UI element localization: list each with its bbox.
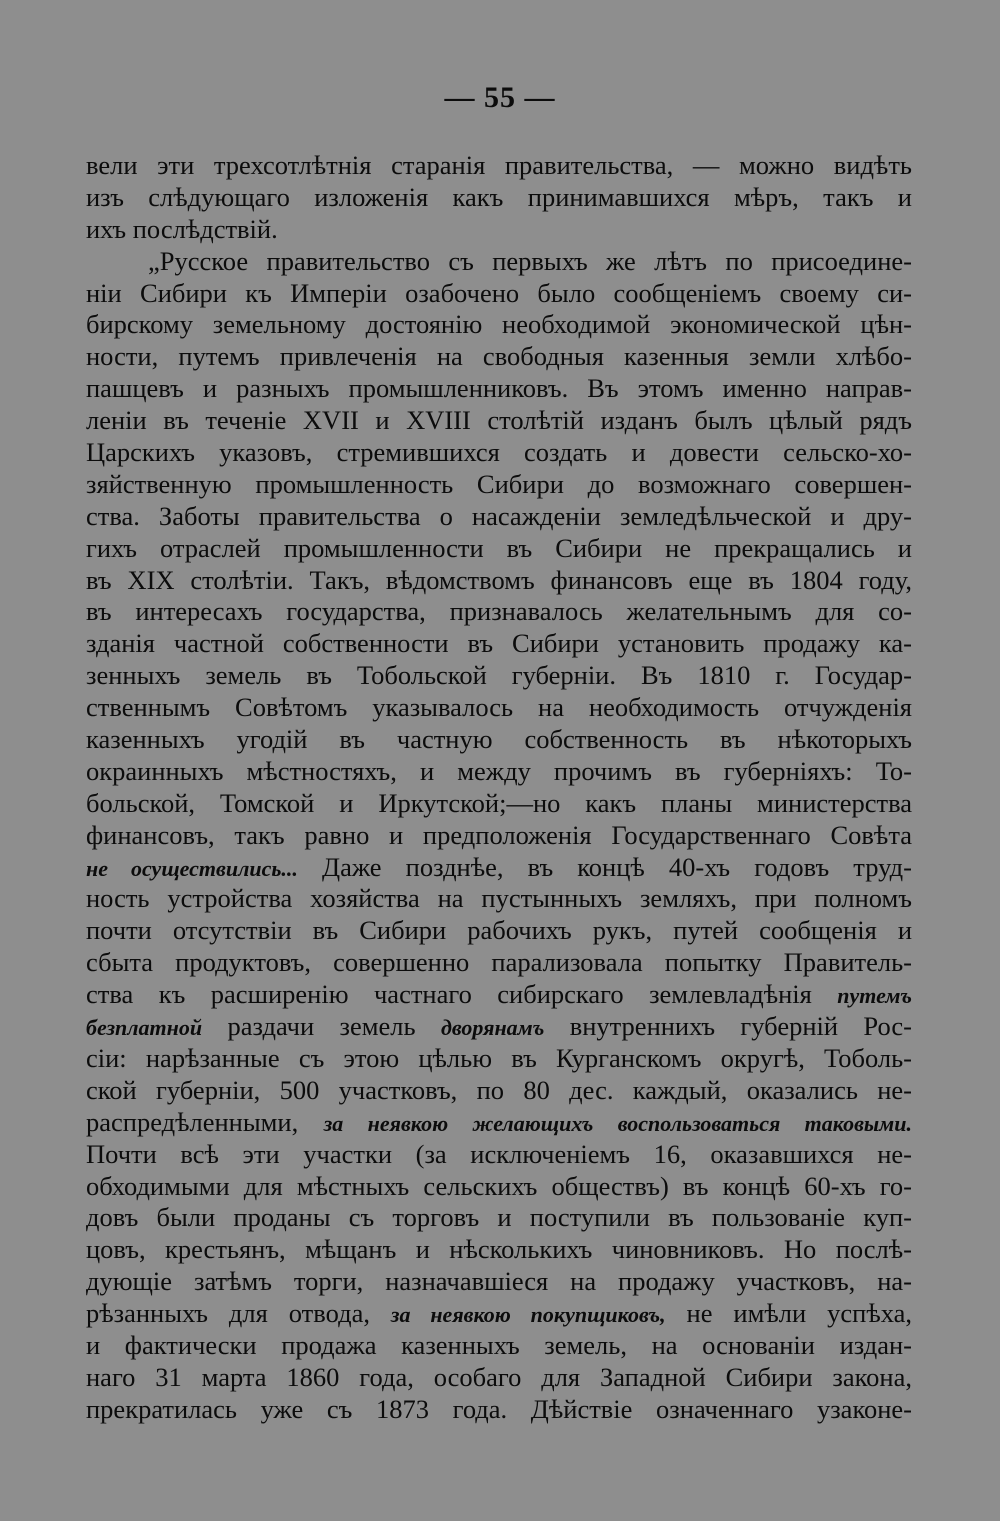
italic-emphasis: за неявкою покупщиковъ,: [390, 1302, 666, 1328]
text-line: [86, 1298, 912, 1330]
text-fragment: ства къ расширенію частнаго сибирскаго землевладѣнія: [86, 979, 838, 1010]
text-line: [86, 979, 912, 1011]
text-fragment: рѣзанныхъ для отвода,: [86, 1298, 391, 1329]
text-line: финансовъ, такъ равно и предположенія Государственнаго Совѣта: [86, 819, 912, 850]
text-line: ственнымъ Совѣтомъ указывалось на необходимость отчужденія: [86, 692, 912, 723]
text-line: вели эти трехсотлѣтнія старанія правительства, — можно видѣть: [86, 150, 912, 180]
text-line: Царскихъ указовъ, стремившихся создать и довести сельско-хо-: [86, 437, 912, 468]
italic-emphasis: безплатной: [86, 1015, 203, 1041]
text-line: обходимыми для мѣстныхъ сельскихъ обществъ) въ концѣ 60-хъ го-: [86, 1170, 912, 1201]
text-line: „Русское правительство съ первыхъ же лѣтъ по присоедине-: [148, 245, 912, 276]
italic-emphasis: дворянамъ: [440, 1015, 545, 1041]
text-line: больской, Томской и Иркутской;—но какъ планы министерства: [86, 787, 912, 818]
text-line: ихъ послѣдствій.: [86, 213, 278, 244]
text-line: ства. Заботы правительства о насажденіи земледѣльческой и дру-: [86, 500, 912, 531]
text-line: казенныхъ угодій въ частную собственность въ нѣкоторыхъ: [86, 724, 912, 755]
text-line: леніи въ теченіе XVII и XVIII столѣтій изданъ былъ цѣлый рядъ: [86, 405, 912, 436]
text-line: почти отсутствіи въ Сибири рабочихъ рукъ, путей сообщенія и: [86, 915, 912, 946]
text-line: [86, 1107, 912, 1139]
text-line: ности, путемъ привлеченія на свободныя казенныя земли хлѣбо-: [86, 341, 912, 372]
text-fragment: раздачи земель: [202, 1011, 441, 1042]
text-line: сбыта продуктовъ, совершенно парализовала попытку Правитель-: [86, 947, 912, 978]
body-text: [86, 150, 912, 1426]
text-line: изъ слѣдующаго изложенія какъ принимавшихся мѣръ, такъ и: [86, 181, 912, 212]
text-line: бирскому земельному достоянію необходимой экономической цѣн-: [86, 309, 912, 340]
text-line: довъ были проданы съ торговъ и поступили въ пользованіе куп-: [86, 1202, 912, 1233]
text-line: цовъ, крестьянъ, мѣщанъ и нѣсколькихъ чиновниковъ. Но послѣ-: [86, 1234, 912, 1265]
text-fragment: внутреннихъ губерній Рос-: [544, 1011, 912, 1042]
text-line: въ интересахъ государства, признавалось желательнымъ для со-: [86, 596, 912, 627]
text-line: наго 31 марта 1860 года, особаго для Западной Сибири закона,: [86, 1361, 912, 1392]
italic-emphasis: путемъ: [837, 983, 912, 1009]
italic-emphasis: за неявкою желающихъ воспользоваться таковыми.: [323, 1110, 912, 1136]
text-line: зенныхъ земель въ Тобольской губерніи. Въ 1810 г. Государ-: [86, 660, 912, 691]
text-line: сіи: нарѣзанные съ этою цѣлью въ Курганскомъ округѣ, Тоболь-: [86, 1042, 912, 1073]
text-line: [86, 1011, 912, 1043]
text-line: зяйственную промышленность Сибири до возможнаго совершен-: [86, 468, 912, 499]
text-line: окраинныхъ мѣстностяхъ, и между прочимъ въ губерніяхъ: То-: [86, 755, 912, 786]
text-line: ность устройства хозяйства на пустынныхъ земляхъ, при полномъ: [86, 883, 912, 914]
text-fragment: распредѣленными,: [86, 1106, 324, 1137]
text-line: и фактически продажа казенныхъ земель, на основаніи издан-: [86, 1329, 912, 1360]
text-line: дующіе затѣмъ торги, назначавшіеся на продажу участковъ, на-: [86, 1266, 912, 1297]
text-fragment: Даже позднѣе, въ концѣ 40-хъ годовъ труд-: [297, 851, 912, 882]
text-fragment: не имѣли успѣха,: [665, 1298, 913, 1329]
text-line: Почти всѣ эти участки (за исключеніемъ 16, оказавшихся не-: [86, 1138, 912, 1169]
text-line: зданія частной собственности въ Сибири установить продажу ка-: [86, 628, 912, 659]
text-line: въ XIX столѣтіи. Такъ, вѣдомствомъ финансовъ еще въ 1804 году,: [86, 564, 912, 595]
text-line: [86, 852, 912, 884]
text-line: пашцевъ и разныхъ промышленниковъ. Въ этомъ именно направ-: [86, 373, 912, 404]
text-line: ніи Сибири къ Имперіи озабочено было сообщеніемъ своему си-: [86, 277, 912, 308]
text-line: ской губерніи, 500 участковъ, по 80 дес. каждый, оказались не-: [86, 1074, 912, 1105]
page-number: — 55 —: [444, 81, 556, 114]
italic-emphasis: не осуществились...: [86, 855, 298, 881]
text-line: гихъ отраслей промышленности въ Сибири не прекращались и: [86, 532, 912, 563]
text-line: прекратилась уже съ 1873 года. Дѣйствіе означеннаго узаконе-: [86, 1393, 912, 1424]
